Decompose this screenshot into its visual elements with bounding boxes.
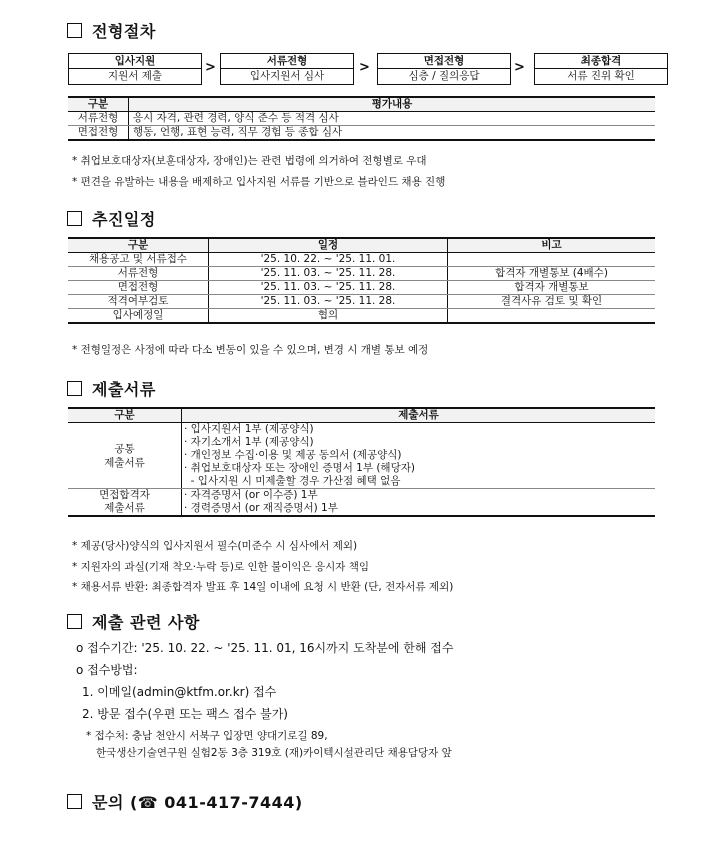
flow-step-interview bbox=[377, 53, 511, 85]
table-row: 채용공고 및 서류접수 '25. 10. 22. ~ '25. 11. 01. bbox=[68, 253, 655, 267]
submission-method-email: 1. 이메일(admin@ktfm.or.kr) 접수 bbox=[82, 685, 277, 699]
list-item: · 자격증명서 (or 이수증) 1부 bbox=[184, 489, 318, 501]
submission-address-line2: 한국생산기술연구원 실험2동 3층 319호 (재)카이텍시설관리단 채용담당자 앞 bbox=[96, 747, 452, 759]
table-row: 적격여부검토 '25. 11. 03. ~ '25. 11. 28. 결격사유 검토 및 확인 bbox=[68, 295, 655, 309]
list-item: · 입사지원서 1부 (제공양식) bbox=[184, 423, 314, 435]
flow-arrow-icon: > bbox=[359, 60, 370, 75]
table-row: 면접합격자 제출서류 · 자격증명서 (or 이수증) 1부 · 경력증명서 (or 재직증명서) 1부 bbox=[68, 489, 655, 517]
submission-method-visit: 2. 방문 접수(우편 또는 팩스 접수 불가) bbox=[82, 707, 288, 721]
documents-note-3: * 채용서류 반환: 최종합격자 발표 후 14일 이내에 요청 시 반환 (단, 전자서류 제외) bbox=[72, 581, 454, 593]
submission-period: o 접수기간: '25. 10. 22. ~ '25. 11. 01, 16시까지 도착분에 한해 접수 bbox=[76, 641, 454, 655]
section-title-contact: 문의 (☎ 041-417-7444) bbox=[67, 790, 303, 813]
documents-table bbox=[68, 407, 655, 517]
checkbox-square-icon bbox=[67, 614, 82, 629]
section-title-documents: 제출서류 bbox=[67, 377, 156, 400]
schedule-table bbox=[68, 237, 655, 324]
list-item: - 입사지원 시 미제출할 경우 가산점 혜택 없음 bbox=[184, 475, 401, 487]
process-flow bbox=[68, 53, 658, 85]
documents-note-1: * 제공(당사)양식의 입사지원서 필수(미준수 시 심사에서 제외) bbox=[72, 540, 358, 552]
table-row: 면접전형 '25. 11. 03. ~ '25. 11. 28. 합격자 개별통보 bbox=[68, 281, 655, 295]
checkbox-square-icon bbox=[67, 211, 82, 226]
flow-step-apply bbox=[68, 53, 202, 85]
flow-step-title: 최종합격 bbox=[535, 54, 667, 69]
documents-note-2: * 지원자의 과실(기재 착오·누락 등)로 인한 불이익은 응시자 책임 bbox=[72, 561, 370, 573]
flow-step-title: 면접전형 bbox=[378, 54, 510, 69]
list-item: · 취업보호대상자 또는 장애인 증명서 1부 (해당자) bbox=[184, 462, 415, 474]
flow-step-desc: 심층 / 질의응답 bbox=[408, 70, 480, 82]
list-item: · 경력증명서 (or 재직증명서) 1부 bbox=[184, 502, 338, 514]
list-item: · 자기소개서 1부 (제공양식) bbox=[184, 436, 314, 448]
table-row: 서류전형 '25. 11. 03. ~ '25. 11. 28. 합격자 개별통보 (4배수) bbox=[68, 267, 655, 281]
table-row: 면접전형 행동, 언행, 표현 능력, 직무 경험 등 종합 심사 bbox=[68, 126, 655, 141]
table-header: 제출서류 bbox=[182, 408, 656, 423]
flow-step-document-screening bbox=[220, 53, 354, 85]
submission-address-line1: * 접수처: 충남 천안시 서북구 입장면 양대기로길 89, bbox=[86, 730, 328, 742]
flow-step-title: 서류전형 bbox=[221, 54, 353, 69]
table-header: 비고 bbox=[448, 238, 656, 253]
flow-step-desc: 입사지원서 심사 bbox=[249, 70, 325, 82]
section-title-schedule: 추진일정 bbox=[67, 207, 156, 230]
list-item: · 개인정보 수집·이용 및 제공 동의서 (제공양식) bbox=[184, 449, 402, 461]
table-header: 구분 bbox=[68, 97, 129, 112]
flow-arrow-icon: > bbox=[514, 60, 525, 75]
process-note-1: * 취업보호대상자(보훈대상자, 장애인)는 관련 법령에 의거하여 전형별로 우대 bbox=[72, 155, 427, 167]
section-title-process: 전형절차 bbox=[67, 19, 156, 42]
evaluation-table bbox=[68, 96, 655, 141]
flow-arrow-icon: > bbox=[205, 60, 216, 75]
checkbox-square-icon bbox=[67, 381, 82, 396]
checkbox-square-icon bbox=[67, 23, 82, 38]
section-title-submission: 제출 관련 사항 bbox=[67, 610, 200, 633]
flow-step-title: 입사지원 bbox=[69, 54, 201, 69]
flow-step-final bbox=[534, 53, 668, 85]
table-row: 서류전형 응시 자격, 관련 경력, 양식 준수 등 적격 심사 bbox=[68, 112, 655, 126]
table-header: 평가내용 bbox=[129, 97, 656, 112]
submission-method: o 접수방법: bbox=[76, 663, 138, 677]
table-header: 일정 bbox=[209, 238, 448, 253]
table-header: 구분 bbox=[68, 238, 209, 253]
flow-step-desc: 서류 진위 확인 bbox=[567, 70, 635, 82]
table-row: 입사예정일 협의 bbox=[68, 309, 655, 324]
checkbox-square-icon bbox=[67, 794, 82, 809]
flow-step-desc: 지원서 제출 bbox=[107, 70, 163, 82]
process-note-2: * 편견을 유발하는 내용을 배제하고 입사지원 서류를 기반으로 블라인드 채용 진행 bbox=[72, 176, 446, 188]
schedule-note: * 전형일정은 사정에 따라 다소 변동이 있을 수 있으며, 변경 시 개별 통보 예정 bbox=[72, 344, 429, 356]
table-header: 구분 bbox=[68, 408, 182, 423]
table-row: 공통 제출서류 · 입사지원서 1부 (제공양식) · 자기소개서 1부 (제공양식) · 개인정보 수집·이용 및 제공 동의서 (제공양식) · 취업보호대상자 또는 장애인 증명서 1부 (해당자) - 입사지원 시 미제출할 경우 가산점 혜택 없음 bbox=[68, 423, 655, 489]
